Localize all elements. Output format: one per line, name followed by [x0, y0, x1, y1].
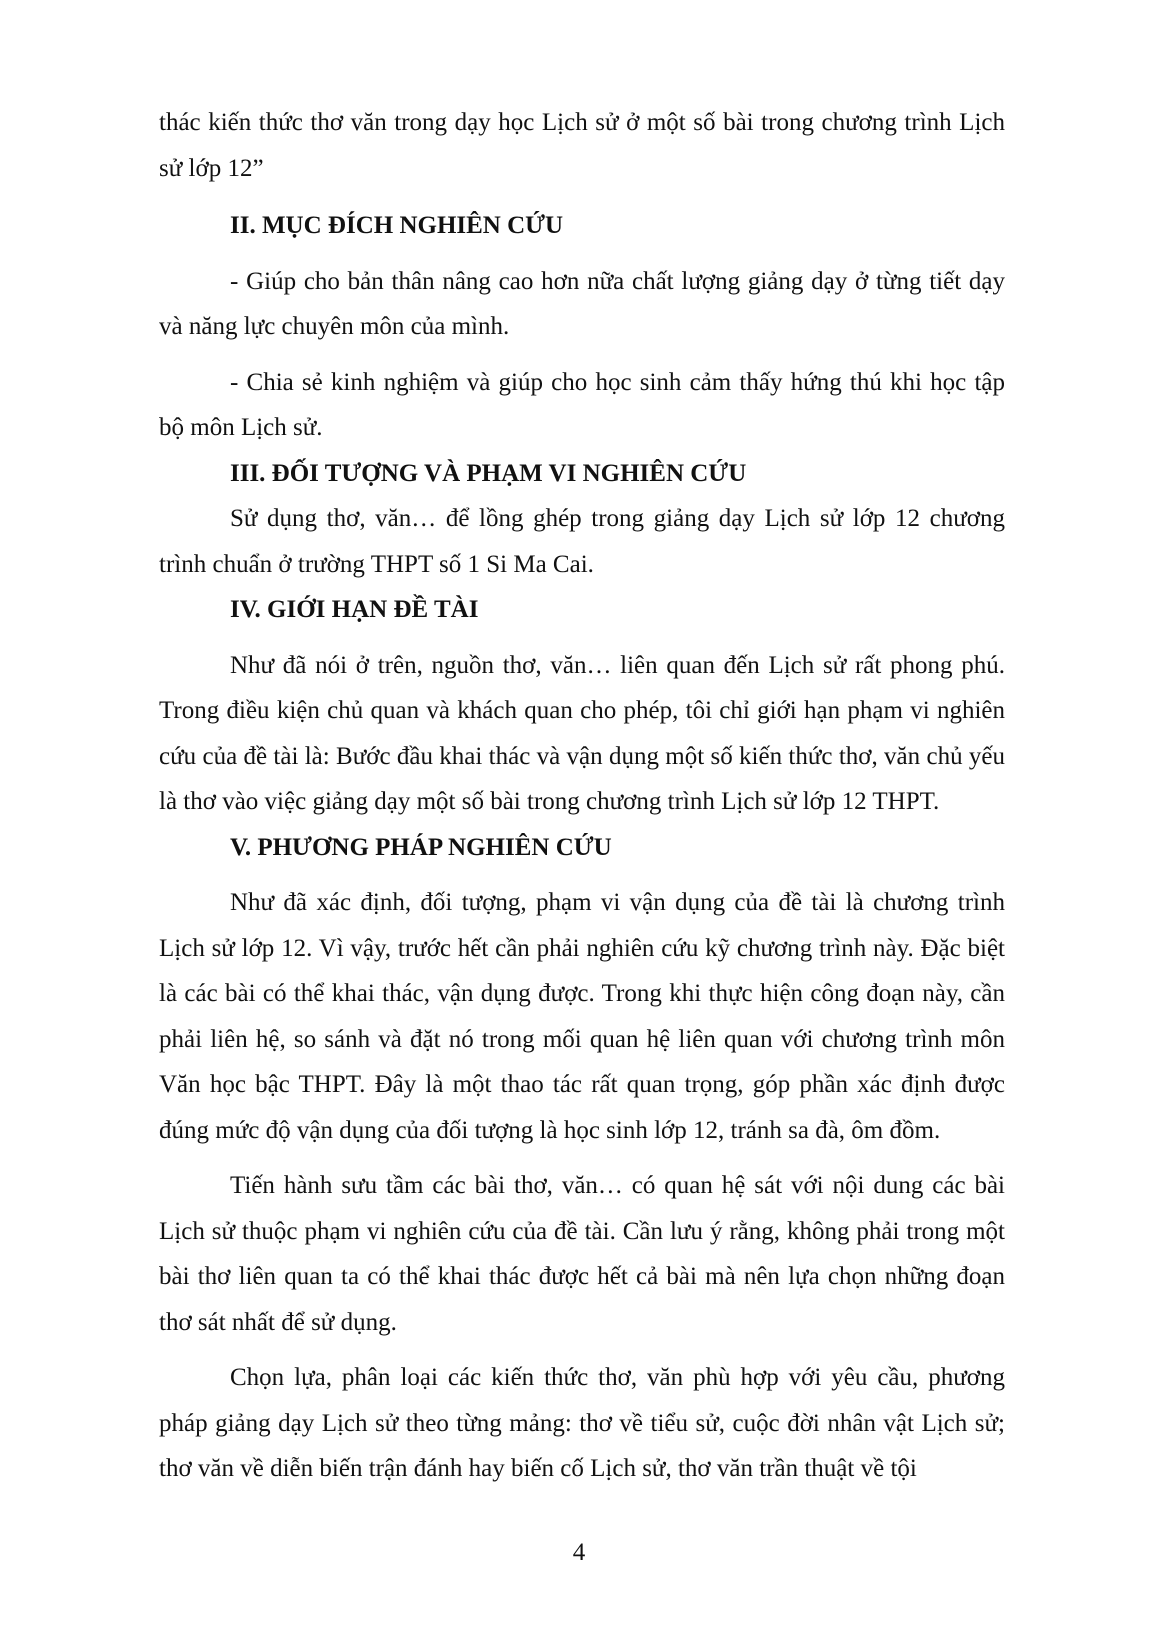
heading-research-purpose: II. MỤC ĐÍCH NGHIÊN CỨU: [230, 212, 564, 239]
purpose-paragraph-1: - Giúp cho bản thân nâng cao hơn nữa chất lượng giảng dạy ở từng tiết dạy và năng lực chuyên môn của mình.: [159, 267, 1005, 340]
method-paragraph-1: Như đã xác định, đối tượng, phạm vi vận dụng của đề tài là chương trình Lịch sử lớp 12. Vì vậy, trước hết cần phải nghiên cứu kỹ chương trình này. Đặc biệt là các bài có thể khai thác, vận dụng được. Trong khi thực hiện công đoạn này, cần phải liên hệ, so sánh và đặt nó trong mối quan hệ liên quan với chương trình môn Văn học bậc THPT. Đây là một thao tác rất quan trọng, góp phần xác định được đúng mức độ vận dụng của đối tượng là học sinh lớp 12, tránh sa đà, ôm đồm.: [159, 889, 1005, 1144]
purpose-paragraph-2: - Chia sẻ kinh nghiệm và giúp cho học sinh cảm thấy hứng thú khi học tập bộ môn Lịch sử.: [159, 368, 1005, 441]
method-paragraph-3: Chọn lựa, phân loại các kiến thức thơ, văn phù hợp với yêu cầu, phương pháp giảng dạy Lịch sử theo từng mảng: thơ về tiểu sử, cuộc đời nhân vật Lịch sử; thơ văn về diễn biến trận đánh hay biến cố Lịch sử, thơ văn trần thuật về tội: [159, 1364, 1005, 1482]
heading-research-method: V. PHƯƠNG PHÁP NGHIÊN CỨU: [230, 833, 612, 861]
heading-research-scope: III. ĐỐI TƯỢNG VÀ PHẠM VI NGHIÊN CỨU: [230, 459, 747, 487]
page-number: 4: [572, 1539, 586, 1566]
method-paragraph-2: Tiến hành sưu tầm các bài thơ, văn… có quan hệ sát với nội dung các bài Lịch sử thuộc phạm vi nghiên cứu của đề tài. Cần lưu ý rằng, không phải trong một bài thơ liên quan ta có thể khai thác được hết cả bài mà nên lựa chọn những đoạn thơ sát nhất để sử dụng.: [159, 1172, 1005, 1336]
scope-paragraph: Sử dụng thơ, văn… để lồng ghép trong giảng dạy Lịch sử lớp 12 chương trình chuẩn ở trường THPT số 1 Si Ma Cai.: [159, 505, 1005, 578]
heading-topic-limit: IV. GIỚI HẠN ĐỀ TÀI: [230, 596, 479, 623]
intro-continuation-paragraph: thác kiến thức thơ văn trong dạy học Lịch sử ở một số bài trong chương trình Lịch sử lớp 12”: [159, 109, 1005, 182]
limit-paragraph: Như đã nói ở trên, nguồn thơ, văn… liên quan đến Lịch sử rất phong phú. Trong điều kiện chủ quan và khách quan cho phép, tôi chỉ giới hạn phạm vi nghiên cứu của đề tài là: Bước đầu khai thác và vận dụng một số kiến thức thơ, văn chủ yếu là thơ vào việc giảng dạy một số bài trong chương trình Lịch sử lớp 12 THPT.: [159, 651, 1005, 815]
document-page: [159, 100, 1005, 1492]
